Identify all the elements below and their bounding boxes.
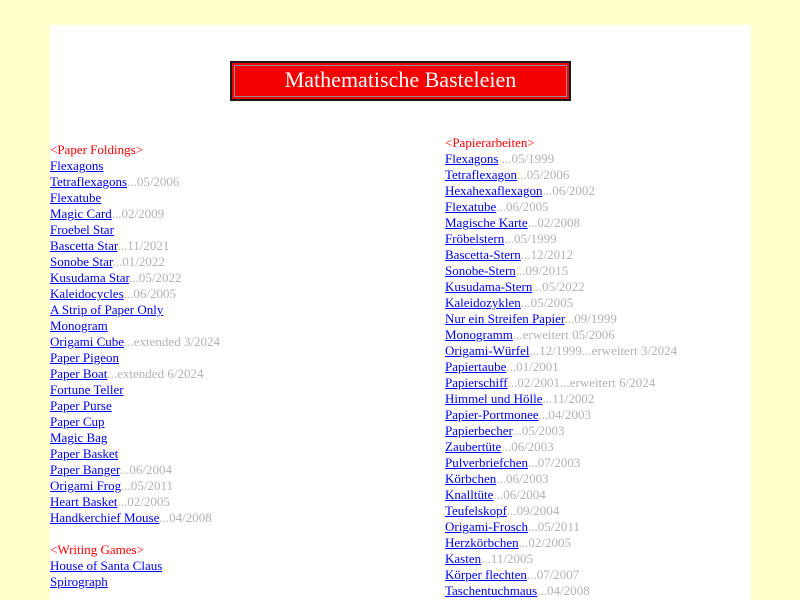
link-teufelskopf[interactable]: Teufelskopf (445, 503, 507, 518)
date-note: ...05/2011 (121, 478, 174, 493)
link-magic-card[interactable]: Magic Card (50, 206, 112, 221)
date-note: ...05/2003 (512, 423, 565, 438)
link-fortune-teller[interactable]: Fortune Teller (50, 382, 124, 397)
link-himmel-und-h-lle[interactable]: Himmel und Hölle (445, 391, 543, 406)
list-item (50, 254, 443, 270)
list-item (50, 462, 443, 478)
link-flexagons[interactable]: Flexagons (445, 151, 499, 166)
list-item (445, 263, 751, 279)
list-item (50, 190, 443, 206)
date-note: ...06/2005 (123, 286, 177, 301)
list-item (50, 286, 443, 302)
section-paper-foldings (50, 142, 443, 526)
date-note: ...04/2008 (159, 510, 212, 525)
list-item (50, 174, 443, 190)
date-note: ...05/2011 (528, 519, 580, 534)
date-note: ...04/2003 (538, 407, 591, 422)
link-paper-purse[interactable]: Paper Purse (50, 398, 112, 413)
list-item (50, 414, 443, 430)
link-herzk-rbchen[interactable]: Herzkörbchen (445, 535, 519, 550)
link-kasten[interactable]: Kasten (445, 551, 482, 566)
date-note: ...06/2005 (496, 199, 549, 214)
link-paper-boat[interactable]: Paper Boat (50, 366, 108, 381)
link-froebel-star[interactable]: Froebel Star (50, 222, 114, 237)
list-item (50, 206, 443, 222)
link-zaubert-te[interactable]: Zaubertüte (445, 439, 502, 454)
link-fr-belstern[interactable]: Fröbelstern (445, 231, 505, 246)
section-header: <Writing Games> (50, 542, 144, 557)
list-item (445, 487, 751, 503)
page-title: Mathematische Basteleien (284, 67, 517, 92)
link-k-rbchen[interactable]: Körbchen (445, 471, 497, 486)
link-paper-cup[interactable]: Paper Cup (50, 414, 105, 429)
link-flexatube[interactable]: Flexatube (50, 190, 102, 205)
list-item (445, 423, 751, 439)
date-note: ...06/2003 (501, 439, 554, 454)
link-pulverbriefchen[interactable]: Pulverbriefchen (445, 455, 529, 470)
link-origami-w-rfel[interactable]: Origami-Würfel (445, 343, 530, 358)
link-sonobe-star[interactable]: Sonobe Star (50, 254, 113, 269)
list-item (445, 455, 751, 471)
content-area (50, 25, 751, 600)
list-item (50, 398, 443, 414)
list-item (445, 471, 751, 487)
date-note: ...12/1999...erweitert 3/2024 (529, 343, 678, 358)
list-item (445, 551, 751, 567)
list-item (445, 359, 751, 375)
link-papier-portmonee[interactable]: Papier-Portmonee (445, 407, 539, 422)
link-origami-frog[interactable]: Origami Frog (50, 478, 122, 493)
link-origami-cube[interactable]: Origami Cube (50, 334, 125, 349)
list-item (50, 270, 443, 286)
link-flexagons[interactable]: Flexagons (50, 158, 104, 173)
link-tetraflexagon[interactable]: Tetraflexagon (445, 167, 517, 182)
date-note: ...02/2009 (111, 206, 165, 221)
date-note: ...06/2004 (493, 487, 546, 502)
link-nur-ein-streifen-papier[interactable]: Nur ein Streifen Papier (445, 311, 565, 326)
date-note: ...erweitert 05/2006 (512, 327, 615, 342)
date-note: ...05/1999 (498, 151, 555, 166)
link-paper-basket[interactable]: Paper Basket (50, 446, 119, 461)
list-item (445, 375, 751, 391)
link-sonobe-stern[interactable]: Sonobe-Stern (445, 263, 516, 278)
list-item (445, 279, 751, 295)
link-house-of-santa-claus[interactable]: House of Santa Claus (50, 558, 163, 573)
list-item (445, 407, 751, 423)
link-flexatube[interactable]: Flexatube (445, 199, 497, 214)
list-item (445, 391, 751, 407)
link-k-rper-flechten[interactable]: Körper flechten (445, 567, 527, 582)
list-item (445, 583, 751, 599)
date-note: ...05/2022 (129, 270, 182, 285)
list-item (50, 334, 443, 350)
date-note: ...06/2004 (119, 462, 173, 477)
list-item (50, 158, 443, 174)
date-note: ...09/2004 (506, 503, 560, 518)
list-item (50, 222, 443, 238)
date-note: ...06/2002 (542, 183, 595, 198)
list-item (50, 478, 443, 494)
link-papierschiff[interactable]: Papierschiff (445, 375, 508, 390)
list-item (50, 446, 443, 462)
date-note: ...extended 6/2024 (107, 366, 204, 381)
link-origami-frosch[interactable]: Origami-Frosch (445, 519, 529, 534)
date-note: ...01/2022 (112, 254, 165, 269)
date-note: ...02/2005 (518, 535, 572, 550)
list-item (445, 295, 751, 311)
link-bascetta-star[interactable]: Bascetta Star (50, 238, 118, 253)
link-bascetta-stern[interactable]: Bascetta-Stern (445, 247, 521, 262)
list-item (50, 382, 443, 398)
date-note: ...05/2006 (517, 167, 570, 182)
link-magic-bag[interactable]: Magic Bag (50, 430, 108, 445)
list-item (445, 231, 751, 247)
date-note: ...extended 3/2024 (124, 334, 221, 349)
link-kusudama-star[interactable]: Kusudama Star (50, 270, 130, 285)
section-header: <Paper Foldings> (50, 142, 144, 157)
list-item (445, 503, 751, 519)
title-banner-inner (234, 65, 567, 97)
list-item (50, 318, 443, 334)
list-item (445, 327, 751, 343)
date-note: ...12/2012 (520, 247, 574, 262)
date-note: ...05/1999 (504, 231, 557, 246)
link-kaleidocycles[interactable]: Kaleidocycles (50, 286, 124, 301)
date-note: ...11/2021 (117, 238, 170, 253)
right-column (445, 135, 751, 599)
list-item (445, 167, 751, 183)
list-item (50, 302, 443, 318)
date-note: ...06/2003 (496, 471, 549, 486)
link-papiertaube[interactable]: Papiertaube (445, 359, 507, 374)
link-monogramm[interactable]: Monogramm (445, 327, 513, 342)
list-item (445, 215, 751, 231)
link-paper-banger[interactable]: Paper Banger (50, 462, 120, 477)
list-item (445, 247, 751, 263)
link-hexahexaflexagon[interactable]: Hexahexaflexagon (445, 183, 543, 198)
list-item (50, 366, 443, 382)
section-papierarbeiten (445, 135, 751, 599)
date-note: ...09/2015 (515, 263, 569, 278)
list-item (50, 558, 443, 574)
list-item (445, 535, 751, 551)
section-writing-games (50, 542, 443, 590)
section-header: <Papierarbeiten> (445, 135, 535, 150)
date-note: ...07/2007 (526, 567, 580, 582)
date-note: ...11/2005 (481, 551, 533, 566)
date-note: ...02/2005 (117, 494, 170, 509)
date-note: ...02/2008 (527, 215, 581, 230)
link-kusudama-stern[interactable]: Kusudama-Stern (445, 279, 533, 294)
link-knallt-te[interactable]: Knalltüte (445, 487, 494, 502)
list-item (445, 151, 751, 167)
link-heart-basket[interactable]: Heart Basket (50, 494, 118, 509)
date-note: ...07/2003 (528, 455, 581, 470)
link-tetraflexagons[interactable]: Tetraflexagons (50, 174, 128, 189)
link-kaleidozyklen[interactable]: Kaleidozyklen (445, 295, 521, 310)
link-handkerchief-mouse[interactable]: Handkerchief Mouse (50, 510, 160, 525)
date-note: ...02/2001...erweitert 6/2024 (507, 375, 656, 390)
list-item (50, 510, 443, 526)
left-column (50, 142, 443, 590)
link-papierbecher[interactable]: Papierbecher (445, 423, 513, 438)
date-note: ...01/2001 (506, 359, 559, 374)
link-a-strip-of-paper-only[interactable]: A Strip of Paper Only (50, 302, 164, 317)
list-item (445, 343, 751, 359)
link-taschentuchmaus[interactable]: Taschentuchmaus (445, 583, 538, 598)
list-item (50, 574, 443, 590)
date-note: ...11/2002 (542, 391, 595, 406)
list-item (445, 439, 751, 455)
list-item (50, 430, 443, 446)
date-note: ...05/2005 (520, 295, 574, 310)
list-item (445, 567, 751, 583)
list-item (445, 199, 751, 215)
link-paper-pigeon[interactable]: Paper Pigeon (50, 350, 119, 365)
link-magische-karte[interactable]: Magische Karte (445, 215, 528, 230)
date-note: ...04/2008 (537, 583, 590, 598)
list-item (445, 183, 751, 199)
link-monogram[interactable]: Monogram (50, 318, 108, 333)
list-item (50, 350, 443, 366)
title-banner (230, 61, 571, 101)
list-item (50, 238, 443, 254)
link-spirograph[interactable]: Spirograph (50, 574, 108, 589)
list-item (50, 494, 443, 510)
date-note: ...05/2022 (532, 279, 585, 294)
date-note: ...05/2006 (127, 174, 180, 189)
list-item (445, 311, 751, 327)
list-item (445, 519, 751, 535)
date-note: ...09/1999 (564, 311, 617, 326)
